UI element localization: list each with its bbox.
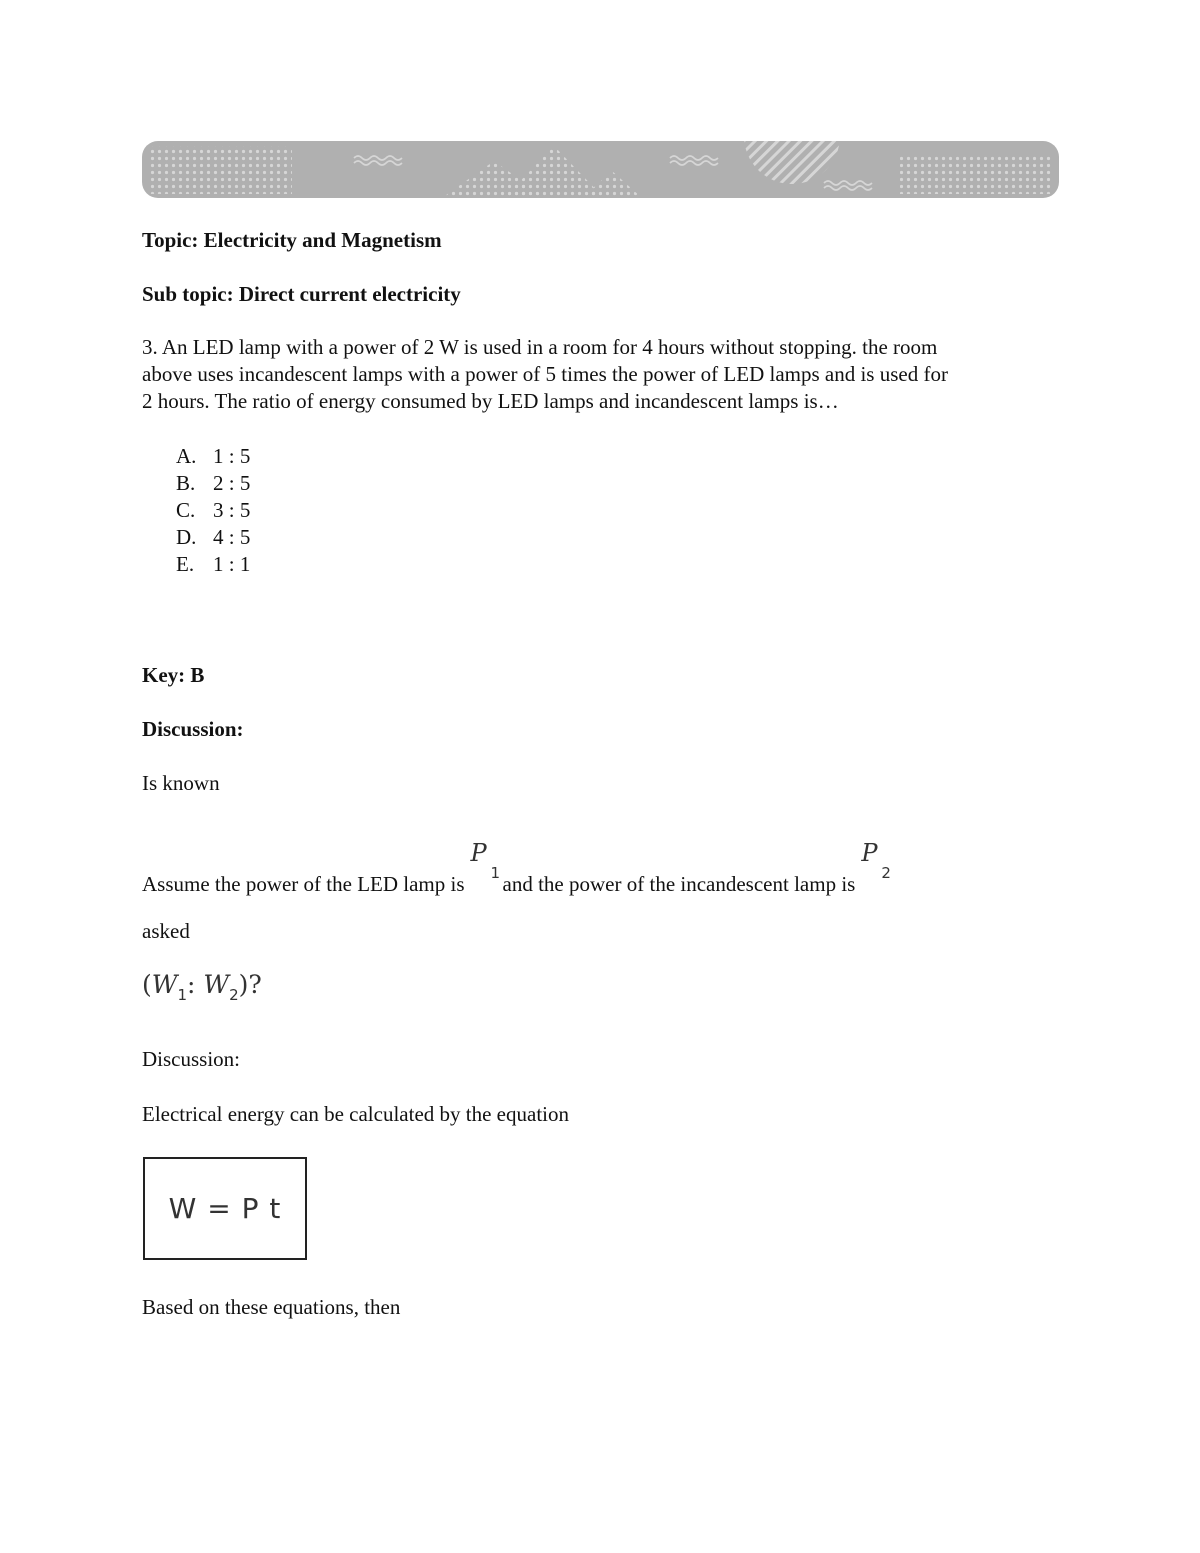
option-letter: B. bbox=[176, 471, 196, 495]
assume-text-part1: Assume the power of the LED lamp is bbox=[142, 872, 465, 896]
option-e bbox=[176, 551, 250, 578]
w2-subscript: 2 bbox=[229, 986, 239, 1004]
option-a bbox=[176, 443, 250, 470]
p2-symbol: P bbox=[861, 839, 878, 867]
discussion-label: Discussion: bbox=[142, 1047, 241, 1071]
asked-text: asked bbox=[142, 919, 190, 943]
option-letter: C. bbox=[176, 498, 196, 522]
ratio-open-paren: ( bbox=[142, 970, 152, 999]
discussion-heading: Discussion: bbox=[142, 717, 244, 741]
p2-subscript: 2 bbox=[881, 864, 891, 882]
question-text bbox=[142, 334, 1062, 415]
w1-symbol: W bbox=[151, 970, 178, 999]
option-text: 2 : 5 bbox=[213, 471, 251, 495]
assume-text-part2: and the power of the incandescent lamp is bbox=[502, 872, 856, 896]
option-b bbox=[176, 470, 250, 497]
option-d bbox=[176, 524, 250, 551]
is-known-text: Is known bbox=[142, 771, 220, 795]
energy-text: Electrical energy can be calculated by the equation bbox=[142, 1102, 569, 1126]
option-text: 1 : 5 bbox=[213, 444, 251, 468]
sub-topic-heading: Sub topic: Direct current electricity bbox=[142, 282, 461, 306]
decorative-banner bbox=[142, 141, 1059, 198]
asked-ratio-formula bbox=[142, 970, 262, 1004]
option-letter: E. bbox=[176, 552, 195, 576]
option-letter: D. bbox=[176, 525, 197, 549]
option-text: 3 : 5 bbox=[213, 498, 251, 522]
ratio-colon: : bbox=[187, 970, 196, 999]
w1-subscript: 1 bbox=[177, 986, 188, 1004]
option-text: 4 : 5 bbox=[213, 525, 251, 549]
p1-symbol: P bbox=[470, 839, 487, 867]
equation-text: W = P t bbox=[168, 1192, 282, 1225]
option-text: 1 : 1 bbox=[213, 552, 251, 576]
option-letter: A. bbox=[176, 444, 197, 468]
p2-variable bbox=[855, 839, 893, 891]
question-line: 2 hours. The ratio of energy consumed by LED lamps and incandescent lamps is… bbox=[142, 389, 839, 413]
topic-heading: Topic: Electricity and Magnetism bbox=[142, 228, 442, 252]
assume-sentence bbox=[142, 839, 893, 898]
answer-options bbox=[176, 443, 250, 578]
answer-key: Key: B bbox=[142, 663, 205, 687]
p1-subscript: 1 bbox=[490, 864, 501, 882]
ratio-close: )? bbox=[238, 970, 262, 999]
based-text: Based on these equations, then bbox=[142, 1295, 401, 1319]
option-c bbox=[176, 497, 250, 524]
equation-box bbox=[143, 1157, 307, 1260]
p1-variable bbox=[465, 839, 503, 891]
w2-symbol: W bbox=[203, 970, 230, 999]
question-line: 3. An LED lamp with a power of 2 W is used in a room for 4 hours without stopping. the room bbox=[142, 335, 938, 359]
question-line: above uses incandescent lamps with a power of 5 times the power of LED lamps and is used for bbox=[142, 362, 948, 386]
